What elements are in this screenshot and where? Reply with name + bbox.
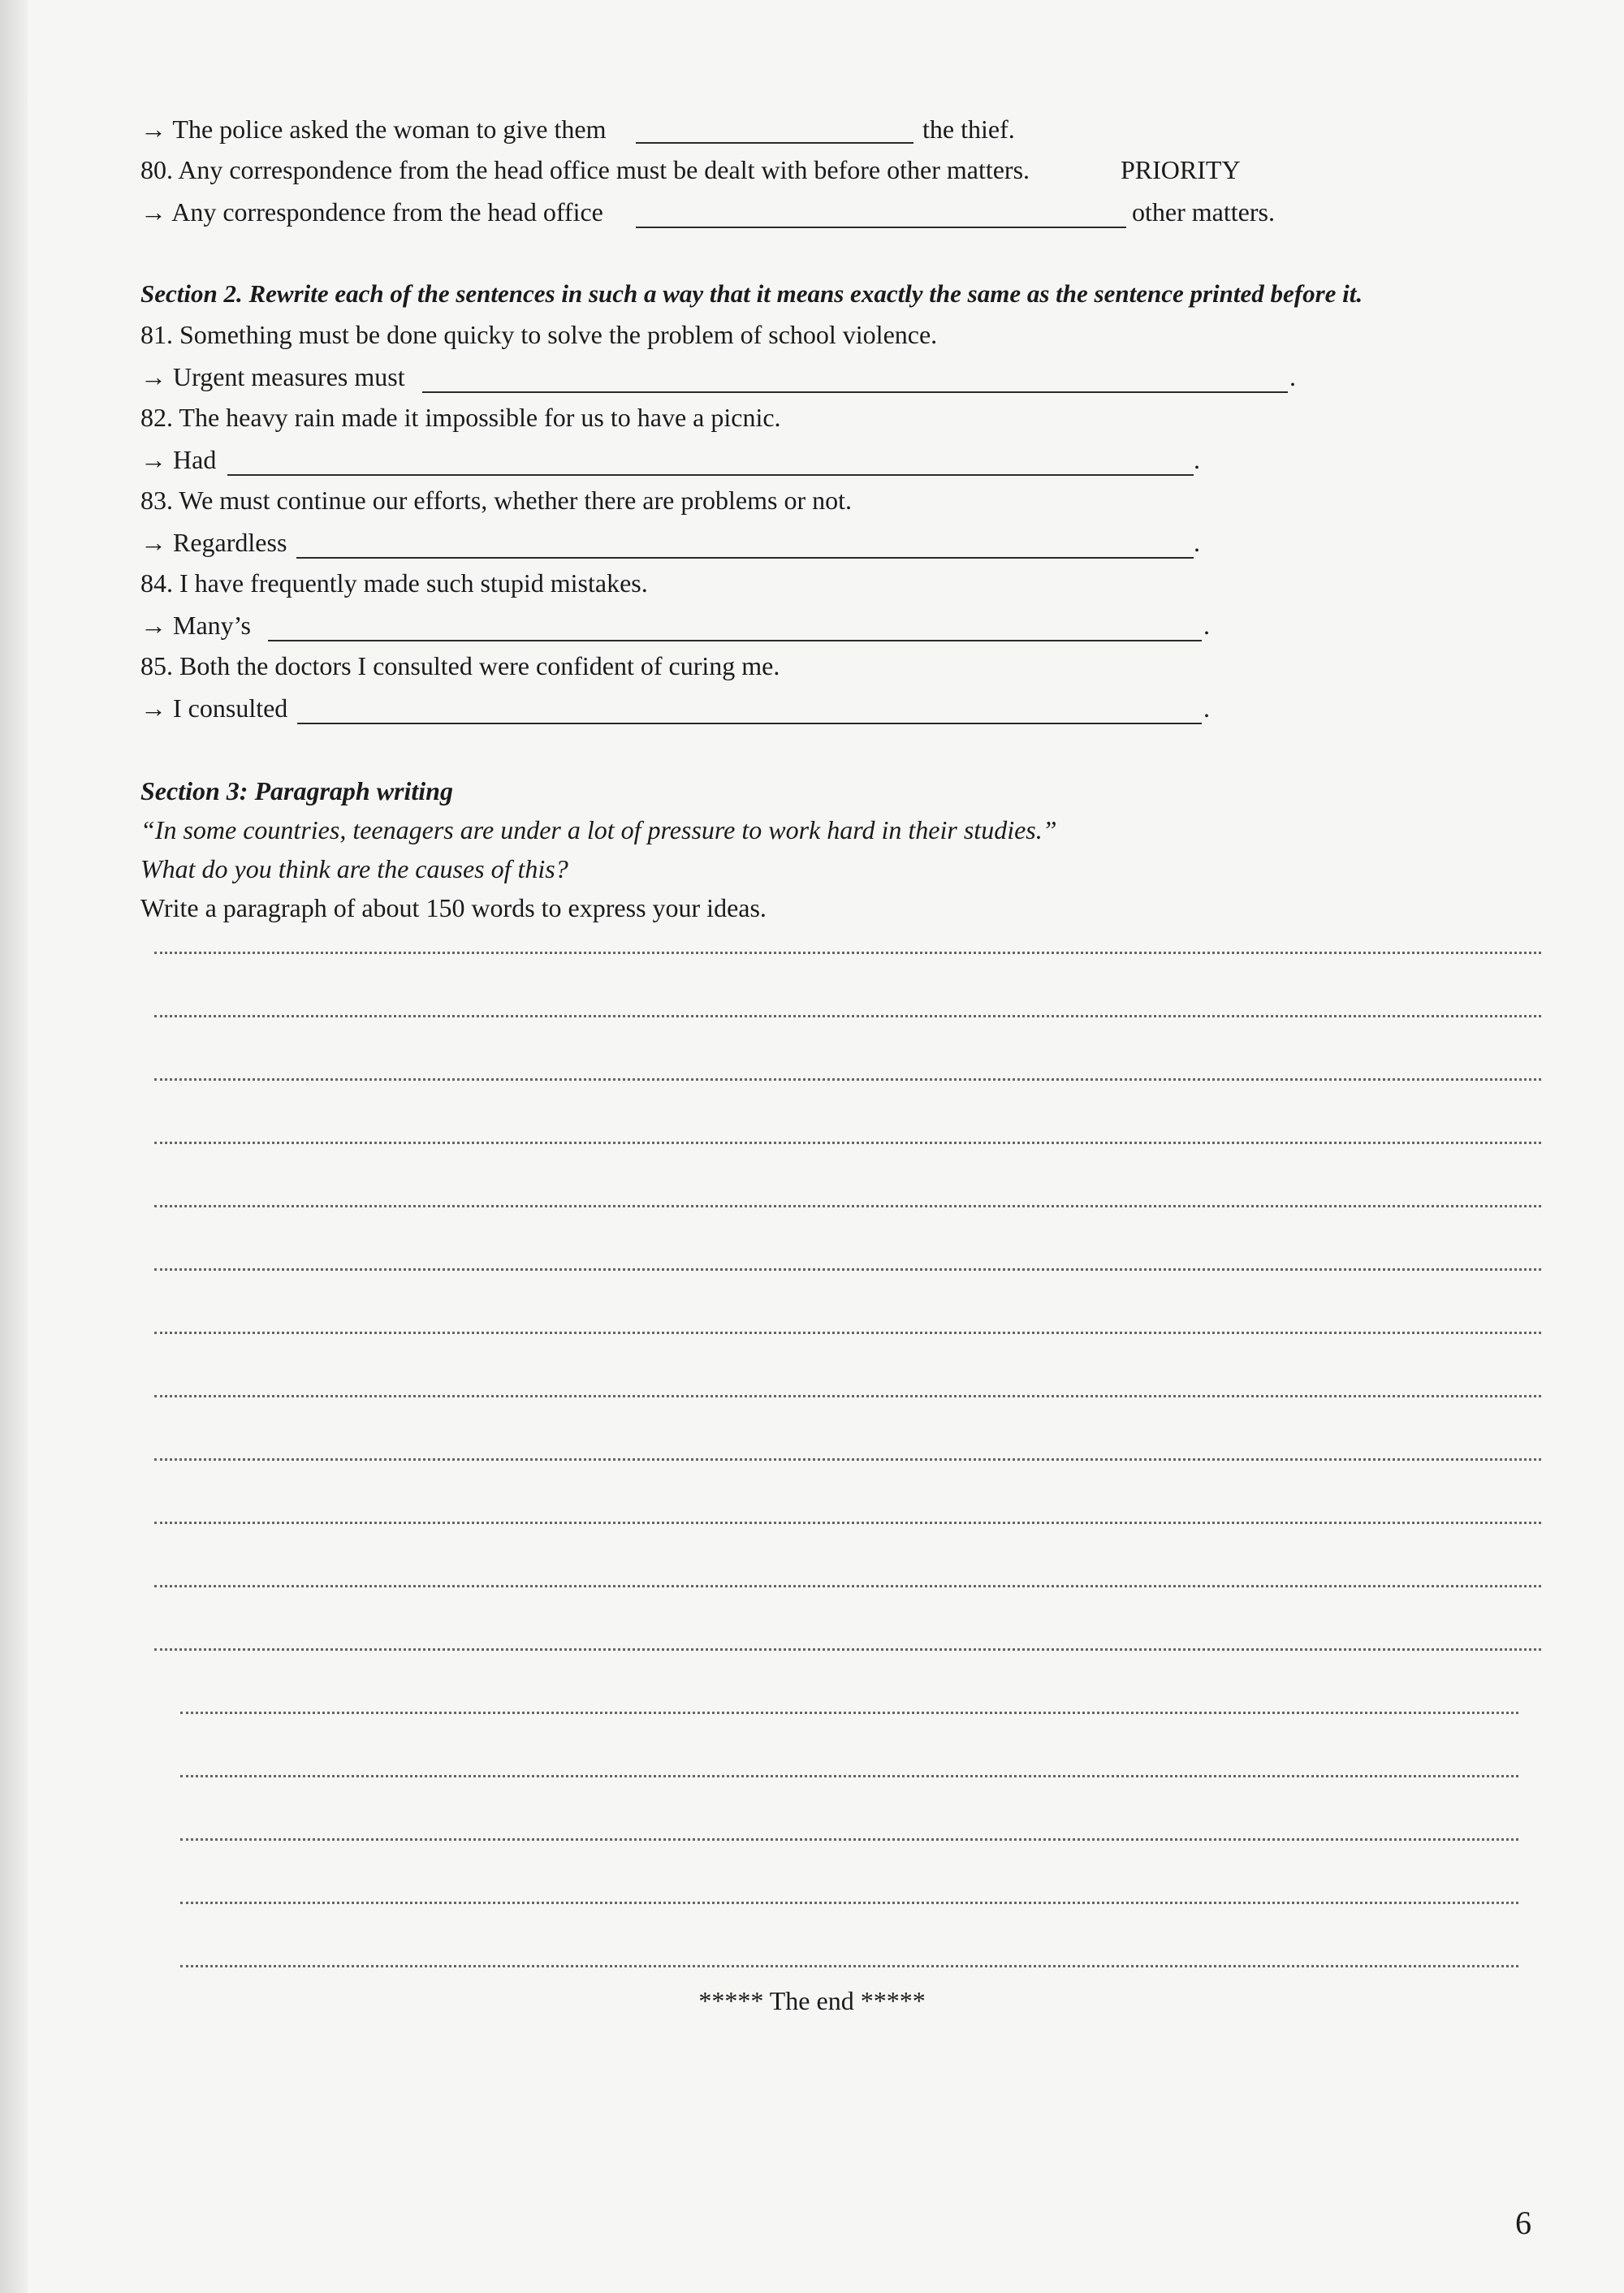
section3-question: What do you think are the causes of this?: [140, 854, 568, 883]
writing-line[interactable]: [180, 1712, 1518, 1714]
q80-rewrite-suffix: other matters.: [1132, 197, 1275, 227]
section2-heading: Section 2. Rewrite each of the sentences in such a way that it means exactly the same as the sentence printed before it.: [140, 279, 1363, 308]
scan-edge-shadow: [0, 0, 28, 2293]
q83-answer-blank[interactable]: [296, 557, 1194, 559]
writing-line[interactable]: [154, 952, 1541, 954]
writing-line[interactable]: [154, 1648, 1541, 1651]
writing-line[interactable]: [154, 1015, 1541, 1017]
q83-rewrite-start: → Regardless: [140, 528, 287, 557]
q82-answer-blank[interactable]: [227, 474, 1194, 476]
writing-line[interactable]: [154, 1268, 1541, 1271]
writing-line[interactable]: [180, 1838, 1518, 1841]
writing-line[interactable]: [154, 1458, 1541, 1461]
q79-rewrite-prefix: → The police asked the woman to give them: [140, 114, 607, 144]
q79-answer-blank[interactable]: [636, 142, 914, 144]
q84-rewrite-start: → Many’s: [140, 611, 251, 640]
q82-sentence: 82. The heavy rain made it impossible for us to have a picnic.: [140, 403, 781, 432]
q81-rewrite-start: → Urgent measures must: [140, 362, 405, 391]
writing-line[interactable]: [154, 1078, 1541, 1081]
q84-answer-blank[interactable]: [268, 640, 1202, 641]
section3-instruction: Write a paragraph of about 150 words to express your ideas.: [140, 893, 767, 922]
writing-line[interactable]: [154, 1395, 1541, 1397]
q82-end-mark: .: [1194, 445, 1200, 474]
q85-answer-blank[interactable]: [297, 723, 1202, 724]
writing-line[interactable]: [180, 1902, 1518, 1904]
section3-heading: Section 3: Paragraph writing: [140, 776, 453, 805]
q80-answer-blank[interactable]: [636, 227, 1126, 228]
writing-line[interactable]: [154, 1585, 1541, 1587]
q85-end-mark: .: [1203, 693, 1210, 723]
q80-rewrite-prefix: → Any correspondence from the head office: [140, 197, 603, 227]
writing-line[interactable]: [154, 1205, 1541, 1207]
writing-line[interactable]: [180, 1965, 1518, 1967]
q81-end-mark: .: [1289, 362, 1296, 391]
writing-line[interactable]: [154, 1522, 1541, 1524]
q80-rewrite-line: [140, 196, 603, 228]
page-number: 6: [1515, 2204, 1531, 2241]
q81-answer-blank[interactable]: [422, 391, 1288, 393]
writing-line[interactable]: [154, 1142, 1541, 1144]
q79-rewrite-suffix: the thief.: [922, 114, 1015, 144]
writing-line[interactable]: [154, 1332, 1541, 1334]
q81-sentence: 81. Something must be done quicky to solve the problem of school violence.: [140, 320, 938, 349]
q83-sentence: 83. We must continue our efforts, whether there are problems or not.: [140, 486, 852, 515]
q85-rewrite-start: → I consulted: [140, 693, 288, 723]
writing-line[interactable]: [180, 1775, 1518, 1777]
q79-rewrite-line: [140, 113, 606, 145]
q80-keyword: PRIORITY: [1121, 155, 1241, 184]
q82-rewrite-start: → Had: [140, 445, 217, 474]
q80-sentence: 80. Any correspondence from the head office must be dealt with before other matters.: [140, 155, 1030, 184]
q84-sentence: 84. I have frequently made such stupid mistakes.: [140, 568, 648, 598]
q85-sentence: 85. Both the doctors I consulted were confident of curing me.: [140, 651, 780, 680]
section3-quote: “In some countries, teenagers are under a lot of pressure to work hard in their studies.”: [140, 815, 1057, 844]
end-marker: ***** The end *****: [698, 1986, 926, 2015]
q83-end-mark: .: [1194, 528, 1200, 557]
q84-end-mark: .: [1203, 611, 1210, 640]
